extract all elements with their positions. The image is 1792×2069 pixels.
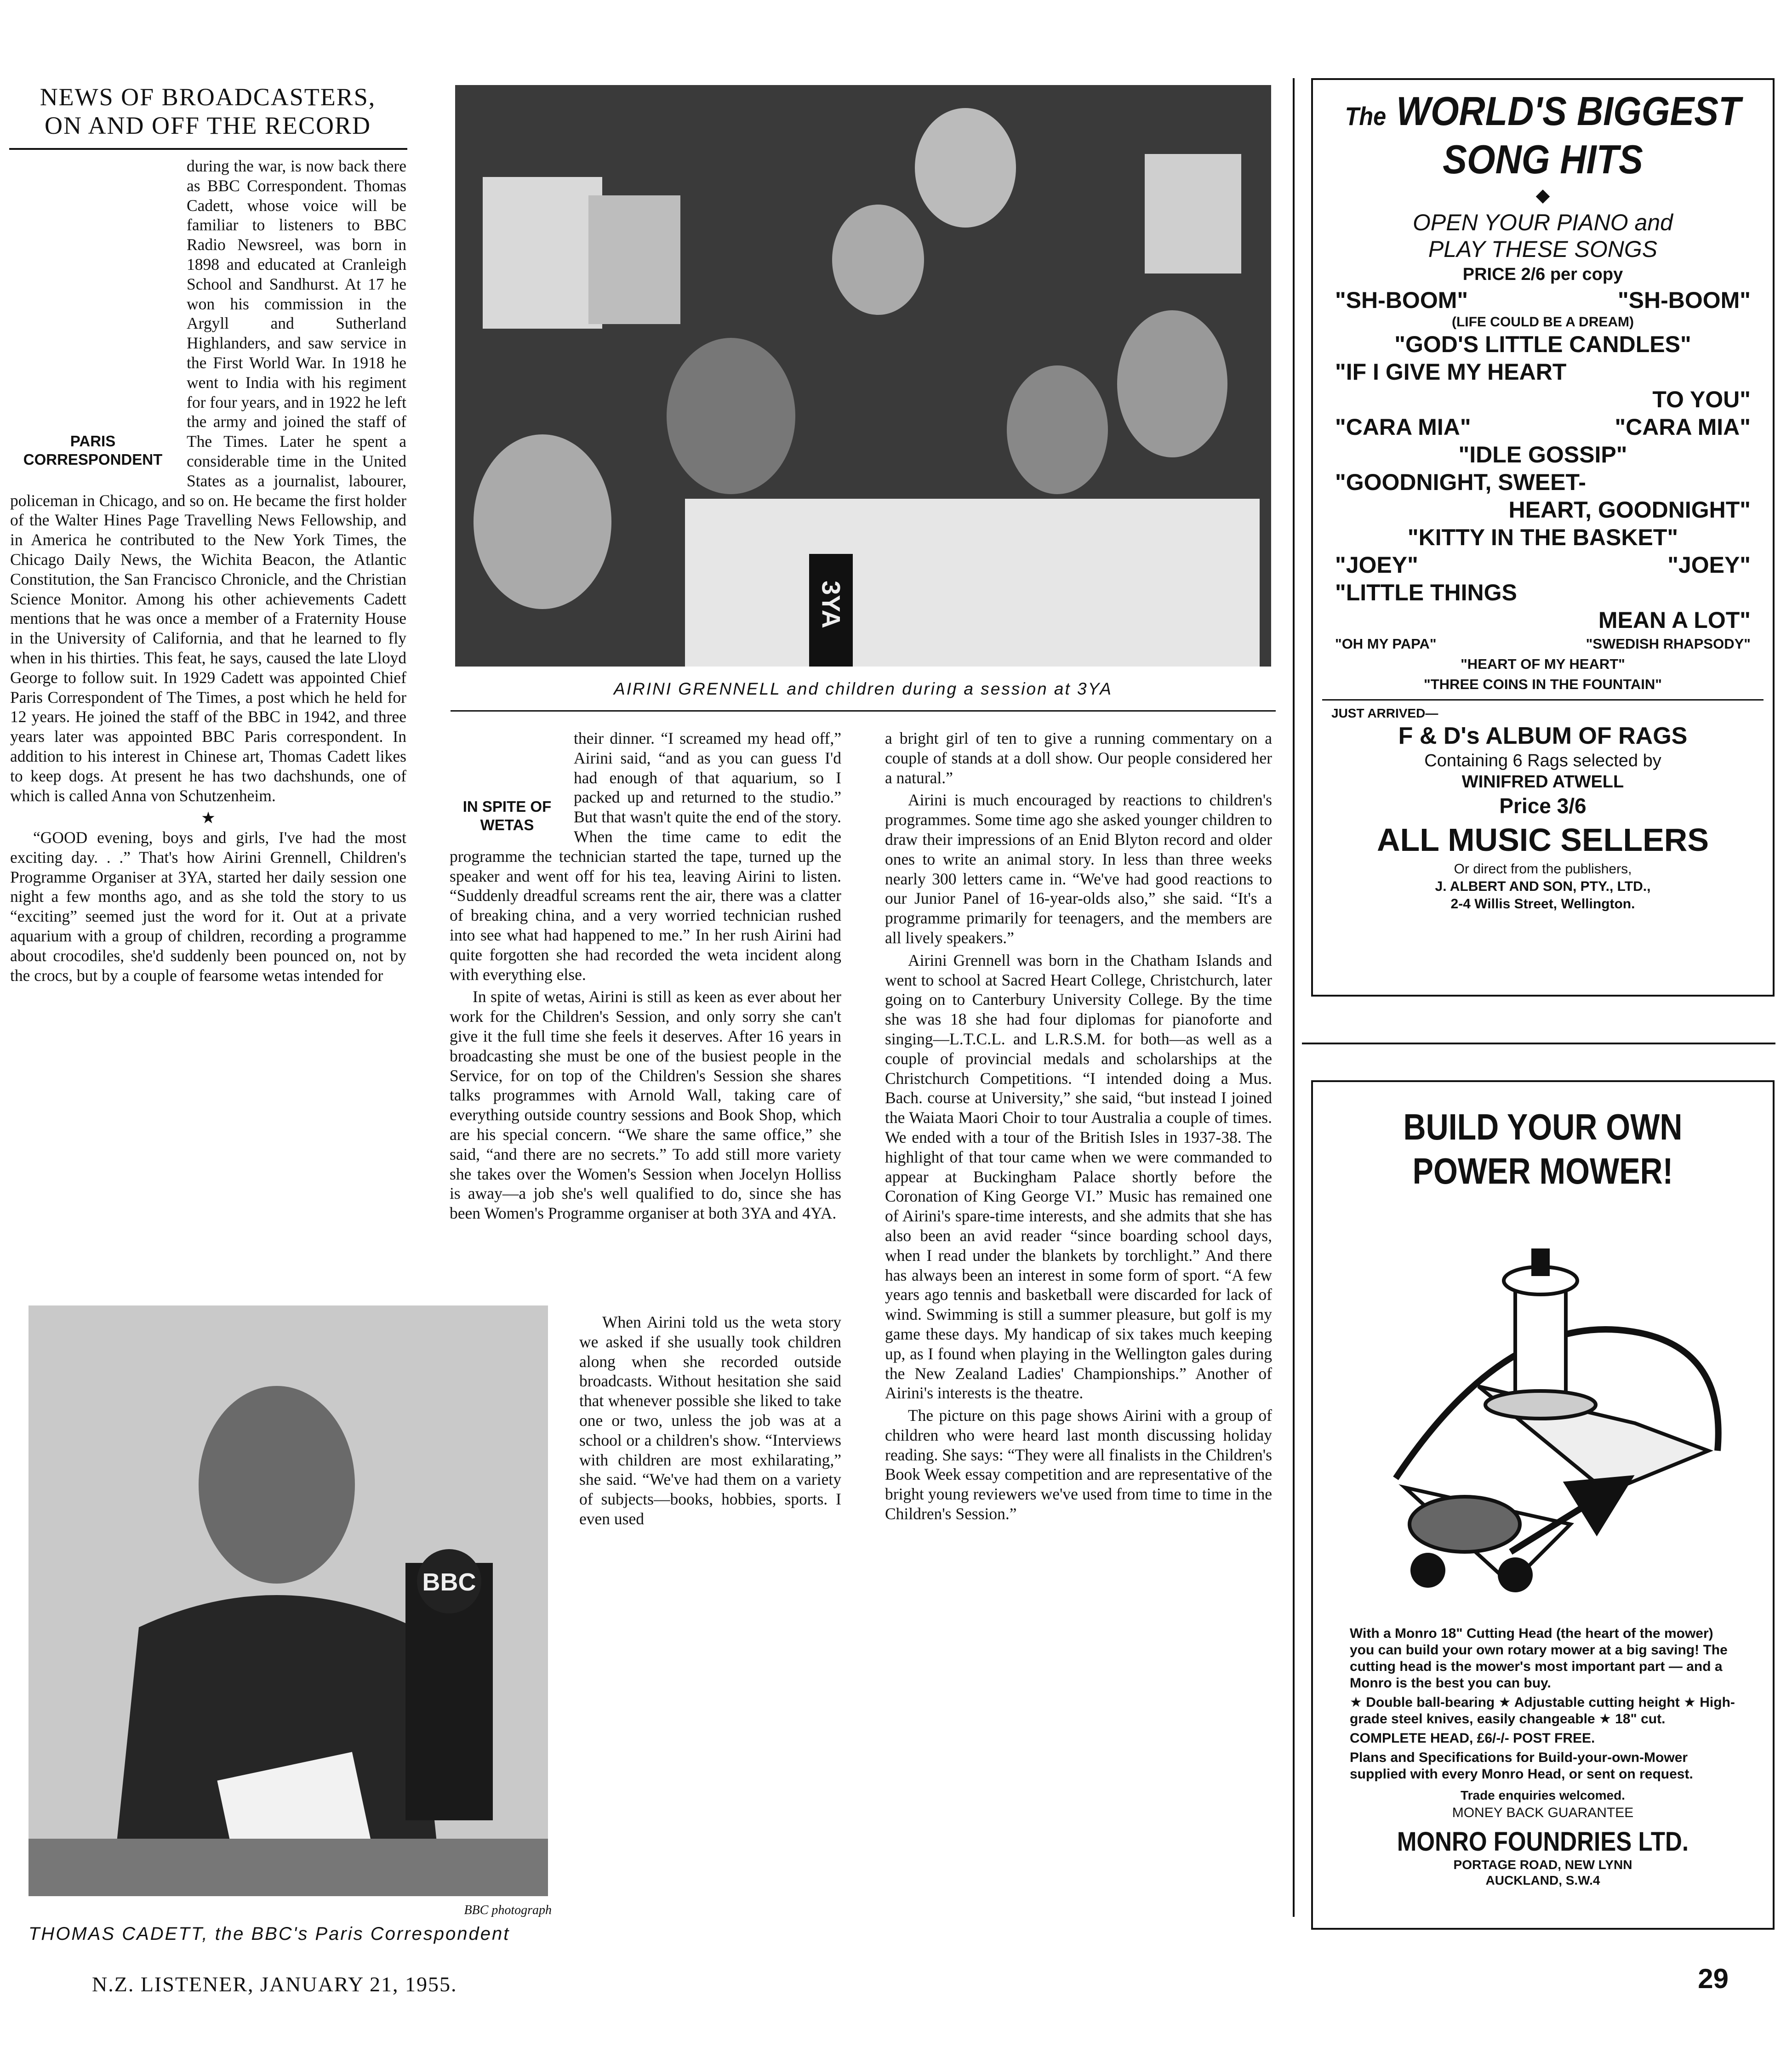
song-heart: "HEART OF MY HEART" bbox=[1461, 656, 1625, 672]
song-if-i-give: "IF I GIVE MY HEART bbox=[1335, 359, 1567, 385]
separator-star: ★ bbox=[201, 809, 216, 827]
photo-caption-top: AIRINI GRENNELL and children during a session at 3YA bbox=[614, 679, 1113, 698]
song-idle-gossip: "IDLE GOSSIP" bbox=[1458, 442, 1627, 467]
song-gods-little-candles: "GOD'S LITTLE CANDLES" bbox=[1394, 331, 1691, 357]
photo-children-session bbox=[455, 85, 1271, 667]
song-cara-mia bbox=[1313, 413, 1773, 441]
song-title: "SH-BOOM" bbox=[1335, 287, 1468, 313]
ad-open-2: PLAY THESE SONGS bbox=[1428, 236, 1658, 262]
ad-open-1: OPEN YOUR PIANO and bbox=[1413, 210, 1673, 235]
song-small-row bbox=[1313, 634, 1773, 654]
article-para: “GOOD evening, boys and girls, I've had the most exciting day. . .” That's how Airini Grennell, Children's Programme Organiser at 3YA, started her daily session one night a few months ago, and as she told the story to us “exciting” seemed just the word for it. Out at a private aquarium with a group of children, recording a programme about crocodiles, she'd suddenly been pounced on, not by the crocs, but by a couple of fearsome wetas intended for bbox=[10, 828, 406, 985]
song-title: "JOEY" bbox=[1667, 552, 1751, 578]
photo-mic-label: 3YA bbox=[816, 581, 846, 628]
ad-title-line1: WORLD'S BIGGEST bbox=[1396, 88, 1741, 134]
mower-plans: Plans and Specifications for Build-your-own-Mower supplied with every Monro Head, or sent on request. bbox=[1350, 1750, 1693, 1782]
song-three-coins: "THREE COINS IN THE FOUNTAIN" bbox=[1424, 676, 1662, 692]
song-kitty: "KITTY IN THE BASKET" bbox=[1407, 524, 1678, 550]
song-title: "SWEDISH RHAPSODY" bbox=[1586, 636, 1751, 652]
ad-price: PRICE 2/6 per copy bbox=[1462, 265, 1623, 284]
page-number: 29 bbox=[1698, 1963, 1729, 1994]
article-para: Airini Grennell was born in the Chatham Islands and went to school at Sacred Heart College, Christchurch, later going on to Canterbury University College. By the time she was 18 she had four diplomas for pianoforte and singing—L.T.C.L. and L.R.S.M. for both—as well as a couple of provincial medals and scholarships at the Christchurch Competitions. “I intended doing a Mus. Bach. course at University,” she said, “but instead I joined the Waiata Maori Choir to tour Australia a couple of times. We ended with a tour of the British Isles in 1937-38. The highlight of that tour came when we were commanded to appear at Buckingham Palace shortly before the Coronation of King George VI.” Music has remained one of Airini's spare-time interests, and she admits that she has also been an avid reader “since boarding school days, when I read under the blankets by torchlight.” And there has always been an interest in some form of sport. “A few years ago tennis and basketball were discarded for lack of wind. Swimming is still a summer pleasure, but golf is my game these days. My handicap of six takes much keeping up, as I found when playing in the Wellington gales during the New Zealand Ladies' Championships.” Another of Airini's interests is the theatre. bbox=[885, 951, 1272, 1402]
ad-title-the: The bbox=[1345, 102, 1387, 131]
article-para: In spite of wetas, Airini is still as keen as ever about her work for the Children's Session, and only sorry she can't give it the full time she feels it deserves. After 16 years in broadcasting she must be one of the busiest people in the Service, for on top of the Children's Session she shares talks programmes with Arnold Wall, taking care of everything outside country sessions and Book Shop, which are his special concern. “We share the same office,” she said, “and there are no secrets.” To add still more variety she takes over the Women's Session when Jocelyn Holliss is away—a job she's well qualified to do, since she has been Women's Programme organiser at both 3YA and 4YA. bbox=[450, 987, 841, 1223]
mower-address-2: AUCKLAND, S.W.4 bbox=[1485, 1873, 1600, 1887]
song-if-i-give-2: TO YOU" bbox=[1652, 387, 1751, 412]
sidehead-paris: PARIS CORRESPONDENT bbox=[23, 433, 163, 468]
mower-title-2: POWER MOWER! bbox=[1412, 1151, 1673, 1191]
ad-title bbox=[1336, 90, 1750, 137]
article-para: during the war, is now back there as BBC Correspondent. Thomas Cadett, whose voice will be familiar to listeners to BBC Radio Newsreel, was born in 1898 and educated at Cranleigh School and Sandhurst. At 17 he won his commission in the Argyll and Sutherland Highlanders, and saw service in the First World War. In 1918 he went to India with his regiment for four years, and in 1922 he left the army and joined the staff of The Times. Later he spent a considerable time in the United States as a journalist, labourer, policeman in Chicago, and so on. He became the first holder of the Walter Hines Page Travelling News Fellowship, and in America he contributed to the New York Times, the Chicago Daily News, the Wichita Beacon, the Atlantic Constitution, the San Francisco Chronicle, and the Christian Science Monitor. Among his other achievements Cadett mentions that he was once a member of a Fraternity House in the University of California, and that he learned to fly when in his thirties. This feat, he says, caused the late Lloyd George to follow suit. In 1929 Cadett was appointed Chief Paris Correspondent of The Times, a post which he held for 12 years. He joined the staff of the BBC in 1942, and three years later was appointed BBC Paris correspondent. In addition to his interest in Chinese art, Thomas Cadett likes to keep dogs. At present he has two dachshunds, one of which is called Anna von Schutzenheim. bbox=[10, 157, 406, 805]
article-para: The picture on this page shows Airini with a group of children who were heard last month discussing holiday reading. She says: “They were all finalists in the Children's Book Week essay competition and are representative of the bright young reviewers we've used from time to time in the Children's Session.” bbox=[885, 1406, 1272, 1523]
all-music-sellers: ALL MUSIC SELLERS bbox=[1376, 822, 1709, 858]
song-title: "SH-BOOM" bbox=[1617, 287, 1751, 313]
mower-address-1: PORTAGE ROAD, NEW LYNN bbox=[1453, 1858, 1632, 1872]
song-goodnight: "GOODNIGHT, SWEET- bbox=[1335, 469, 1586, 495]
song-goodnight-2: HEART, GOODNIGHT" bbox=[1508, 497, 1751, 523]
photo-thomas-cadett bbox=[29, 1305, 548, 1896]
article-para: When Airini told us the weta story we asked if she usually took children along when she recorded outside broadcasts. Without hesitation she said that whenever possible she liked to take one or two, unless the job was at a school or a children's show. “Interviews with children are most exhilarating,” she said. “We've had them on a variety of subjects—books, hobbies, sports. I even used bbox=[579, 1313, 841, 1528]
photo-credit: BBC photograph bbox=[464, 1903, 552, 1917]
ad-inner-rule bbox=[1322, 699, 1763, 701]
mower-illustration bbox=[1313, 1193, 1773, 1625]
song-sh-boom bbox=[1313, 286, 1773, 314]
mower-guarantee: MONEY BACK GUARANTEE bbox=[1452, 1805, 1634, 1820]
article-para: a bright girl of ten to give a running commentary on a couple of stands at a doll show. Our people considered her a natural.” bbox=[885, 729, 1272, 787]
song-joey bbox=[1313, 551, 1773, 579]
header-rule bbox=[9, 148, 407, 150]
caption-rule bbox=[451, 710, 1276, 712]
ads-divider bbox=[1293, 78, 1295, 1917]
song-title: "JOEY" bbox=[1335, 552, 1418, 578]
mower-features: ★ Double ball-bearing ★ Adjustable cutting height ★ High-grade steel knives, easily changeable ★ 18" cut. bbox=[1350, 1695, 1735, 1727]
album-title: F & D's ALBUM OF RAGS bbox=[1398, 723, 1688, 749]
publisher-name: J. ALBERT AND SON, PTY., LTD., bbox=[1435, 879, 1651, 894]
issue-line: N.Z. LISTENER, JANUARY 21, 1955. bbox=[92, 1972, 457, 1996]
song-little-things: "LITTLE THINGS bbox=[1335, 580, 1517, 605]
photo-scene bbox=[455, 85, 1271, 667]
diamond-icon: ◆ bbox=[1535, 185, 1550, 205]
column-3 bbox=[885, 729, 1272, 1993]
song-title: "OH MY PAPA" bbox=[1335, 636, 1437, 652]
album-price: Price 3/6 bbox=[1499, 794, 1587, 818]
mower-company: MONRO FOUNDRIES LTD. bbox=[1397, 1827, 1689, 1857]
header-line-1: NEWS OF BROADCASTERS, bbox=[40, 83, 376, 111]
portrait-mic-label: BBC bbox=[422, 1568, 476, 1596]
ad-song-hits[interactable] bbox=[1311, 78, 1775, 997]
mower-trade: Trade enquiries welcomed. bbox=[1461, 1788, 1625, 1802]
song-title: "CARA MIA" bbox=[1335, 414, 1471, 440]
publisher-address: 2-4 Willis Street, Wellington. bbox=[1450, 896, 1635, 912]
ads-separator bbox=[1302, 1043, 1775, 1044]
column-1 bbox=[10, 156, 406, 1273]
photo-caption-bottom: THOMAS CADETT, the BBC's Paris Correspondent bbox=[29, 1924, 510, 1944]
publisher-direct: Or direct from the publishers, bbox=[1454, 861, 1632, 877]
ad-power-mower[interactable] bbox=[1311, 1080, 1775, 1930]
song-subtitle: (LIFE COULD BE A DREAM) bbox=[1451, 314, 1634, 330]
section-header bbox=[10, 83, 405, 140]
mower-title-1: BUILD YOUR OWN bbox=[1403, 1106, 1683, 1147]
album-artist: WINIFRED ATWELL bbox=[1461, 772, 1624, 792]
mower-price: COMPLETE HEAD, £6/-/- POST FREE. bbox=[1350, 1731, 1595, 1746]
just-arrived: JUST ARRIVED— bbox=[1331, 706, 1438, 720]
article-para: their dinner. “I screamed my head off,” Airini said, “and as you can guess I'd had enough of that aquarium, so I packed up and returned to the studio.” But that wasn't quite the end of the story. When the time came to edit the programme the technician started the tape, turned up the speaker and went off for his tea, leaving Airini to listen. “Suddenly dreadful screams rent the air, there was a clatter of breaking china, and a very worried technician rushed into see what had happened to me.” In her rush Airini had quite forgotten she had recorded the weta incident along with everything else. bbox=[450, 729, 841, 984]
header-line-2: ON AND OFF THE RECORD bbox=[44, 112, 371, 139]
album-contains: Containing 6 Rags selected by bbox=[1424, 751, 1661, 770]
column-2 bbox=[450, 729, 841, 1312]
sidehead-wetas: IN SPITE OF WETAS bbox=[462, 798, 552, 833]
portrait-scene bbox=[29, 1305, 548, 1896]
column-2-lower bbox=[579, 1312, 841, 1984]
song-little-things-2: MEAN A LOT" bbox=[1598, 607, 1751, 633]
song-title: "CARA MIA" bbox=[1615, 414, 1751, 440]
mower-body: With a Monro 18" Cutting Head (the heart of the mower) you can build your own rotary mower at a big saving! The cutting head is the mower's most important part — and a Monro is the best you can buy. bbox=[1350, 1626, 1728, 1691]
article-para: Airini is much encouraged by reactions to children's programmes. Some time ago she asked younger children to draw their impressions of an Enid Blyton record and older ones to write an animal story. In less than three weeks nearly 300 letters came in. “We've had good reactions to our Junior Panel of 16-year-olds also,” she said. “It's a programme primarily for teenagers, and the members are all lively speakers.” bbox=[885, 791, 1272, 947]
ad-title-line2: SONG HITS bbox=[1443, 137, 1643, 182]
